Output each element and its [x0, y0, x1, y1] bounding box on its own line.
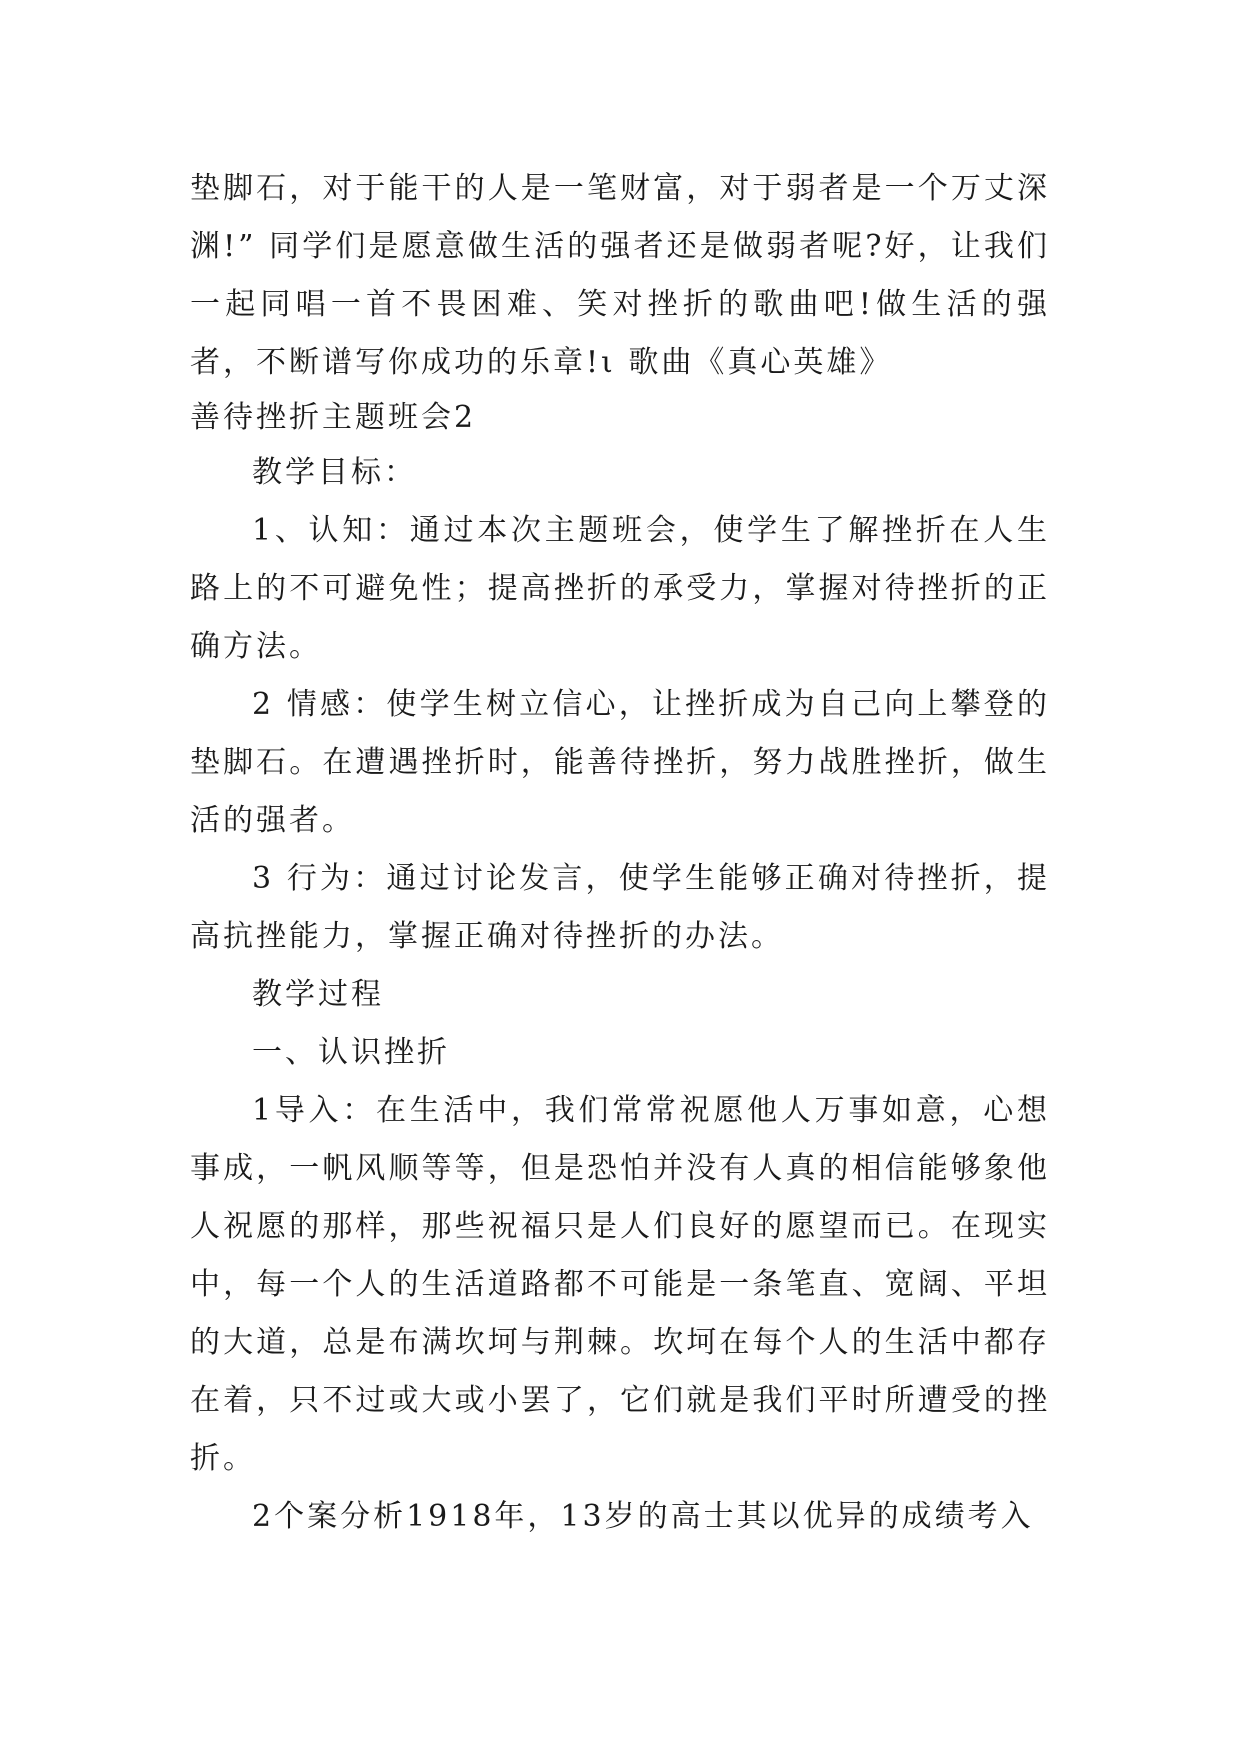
- section-title: 善待挫折主题班会2: [190, 400, 477, 435]
- paragraph-teaching-process: 教学过程: [252, 977, 384, 1012]
- paragraph-teaching-goals: 教学目标：: [252, 455, 417, 490]
- paragraph-section-one: 一、认识挫折: [252, 1035, 450, 1070]
- document-body: [190, 160, 1050, 1546]
- paragraph-goal-emotion: 2 情感：使学生树立信心，让挫折成为自己向上攀登的垫脚石。在遭遇挫折时，能善待挫折，努力战胜挫折，做生活的强者。: [190, 687, 1050, 838]
- paragraph-continuation: 垫脚石，对于能干的人是一笔财富，对于弱者是一个万丈深渊!” 同学们是愿意做生活的强者还是做弱者呢?好，让我们一起同唱一首不畏困难、笑对挫折的歌曲吧!做生活的强者，不断谱写你成功的乐章!ι 歌曲《真心英雄》: [190, 171, 1050, 380]
- paragraph-case-analysis: 2个案分析1918年，13岁的高士其以优异的成绩考入: [252, 1499, 1034, 1534]
- paragraph-goal-cognition: 1、认知：通过本次主题班会，使学生了解挫折在人生路上的不可避免性；提高挫折的承受力，掌握对待挫折的正确方法。: [190, 513, 1050, 664]
- paragraph-goal-behavior: 3 行为：通过讨论发言，使学生能够正确对待挫折，提高抗挫能力，掌握正确对待挫折的办法。: [190, 861, 1050, 954]
- paragraph-introduction: 1导入：在生活中，我们常常祝愿他人万事如意，心想事成，一帆风顺等等，但是恐怕并没有人真的相信能够象他人祝愿的那样，那些祝福只是人们良好的愿望而已。在现实中，每一个人的生活道路都不可能是一条笔直、宽阔、平坦的大道，总是布满坎坷与荆棘。坎坷在每个人的生活中都存在着，只不过或大或小罢了，它们就是我们平时所遭受的挫折。: [190, 1093, 1050, 1476]
